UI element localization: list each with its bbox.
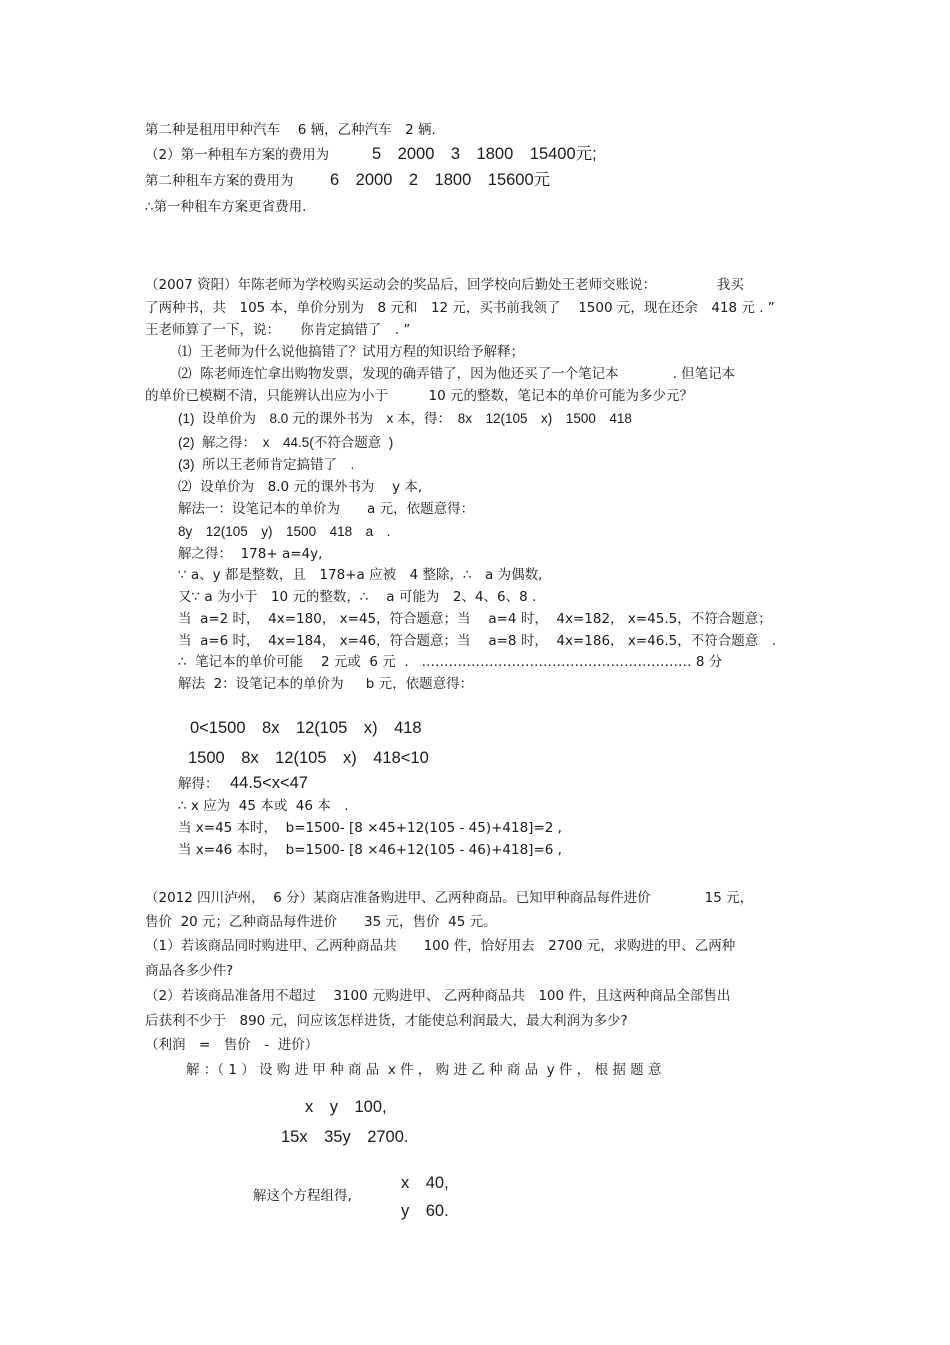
equation: x 40, [401, 1174, 449, 1192]
solution-line: 解得： [178, 776, 219, 792]
text-line: 第二种是租用甲种汽车 6 辆，乙种汽车 2 辆. [145, 122, 436, 138]
solution-line: ∴ x 应为 45 本或 46 本 . [178, 798, 349, 814]
solution-line: 当 a=2 时， 4x=180， x=45，符合题意；当 a=4 时， 4x=182， x=45.5，不符合题意； [178, 611, 772, 627]
solution-line: ⑵ 设单价为 8.0 元的课外书为 y 本, [178, 479, 423, 495]
problem-text: 售价 20 元；乙种商品每件进价 35 元，售价 45 元。 [145, 914, 497, 930]
solution-line: 解这个方程组得, [253, 1188, 352, 1204]
solution-line: 解 ：（ 1 ） 设 购 进 甲 种 商 品 x 件 ， 购 进 乙 种 商 品 y 件 ， 根 据 题 意 [186, 1062, 662, 1078]
question: 商品各多少件? [145, 963, 234, 979]
question: ⑵ 陈老师连忙拿出购物发票，发现的确弄错了，因为他还买了一个笔记本 . 但笔记本 [178, 366, 736, 382]
solution-line: 解之得： 178+ a=4y, [178, 546, 323, 562]
text-line: 第二种租车方案的费用为 [145, 173, 294, 189]
note: （利润 = 售价 - 进价） [145, 1037, 319, 1053]
equation: 15x 35y 2700. [281, 1128, 409, 1146]
equation: y 60. [401, 1202, 449, 1220]
text-line: ∴第一种租车方案更省费用. [145, 199, 307, 215]
equation: x y 100, [305, 1098, 387, 1116]
problem-text: （2007 资阳）年陈老师为学校购买运动会的奖品后，回学校向后勤处王老师交账说： 我买 [145, 277, 744, 293]
question: 的单价已模糊不清，只能辨认出应为小于 10 元的整数，笔记本的单价可能为多少元？ [145, 388, 693, 404]
solution-line: (1) 设单价为 8.0 元的课外书为 x 本，得： 8x 12(105 x) 1500 418 [178, 411, 632, 426]
solution-line: 当 x=45 本时， b=1500- [8 ×45+12(105 - 45)+418]=2 , [178, 820, 562, 836]
solution-line: 8y 12(105 y) 1500 418 a . [178, 524, 391, 539]
inequality: 0<1500 8x 12(105 x) 418 [190, 719, 422, 737]
solution-line: 又∵ a 为小于 10 元的整数，∴ a 可能为 2、4、6、8 . [178, 589, 537, 605]
question: （1）若该商品同时购进甲、乙两种商品共 100 件，恰好用去 2700 元，求购进的甲、乙两种 [145, 938, 736, 954]
solution-line: 当 a=6 时， 4x=184， x=46，符合题意；当 a=8 时， 4x=186， x=46.5，不符合题意 . [178, 633, 776, 649]
inequality: 1500 8x 12(105 x) 418<10 [188, 749, 429, 767]
solution-line: (2) 解之得： x 44.5(不符合题意 ) [178, 435, 394, 450]
question: 后获利不少于 890 元，问应该怎样进货，才能使总利润最大，最大利润为多少? [145, 1013, 628, 1029]
solution-line: 解法一：设笔记本的单价为 a 元，依题意得： [178, 501, 475, 517]
solution-line: ∴ 笔记本的单价可能 2 元或 6 元 . …………………………………………………… 8 分 [178, 654, 723, 670]
formula: 6 2000 2 1800 15600元 [330, 171, 551, 189]
question: ⑴ 王老师为什么说他搞错了？试用方程的知识给予解释； [178, 344, 525, 360]
formula: 5 2000 3 1800 15400元; [372, 145, 597, 163]
problem-text: 王老师算了一下，说： 你肯定搞错了 . ” [145, 322, 411, 338]
problem-text: （2012 四川泸州， 6 分）某商店准备购进甲、乙两种商品。已知甲种商品每件进价 15 元， [145, 890, 754, 906]
text-line: （2）第一种租车方案的费用为 [145, 147, 330, 163]
solution-line: ∵ a、y 都是整数，且 178+a 应被 4 整除，∴ a 为偶数, [178, 567, 543, 583]
question: （2）若该商品准备用不超过 3100 元购进甲、 乙两种商品共 100 件，且这两种商品全部售出 [145, 988, 731, 1004]
solution-line: (3) 所以王老师肯定搞错了 . [178, 457, 355, 472]
formula: 44.5<x<47 [230, 774, 308, 792]
problem-text: 了两种书，共 105 本，单价分别为 8 元和 12 元，买书前我领了 1500 元，现在还余 418 元 . ” [145, 300, 775, 316]
solution-line: 当 x=46 本时， b=1500- [8 ×46+12(105 - 46)+418]=6 , [178, 842, 562, 858]
solution-line: 解法 2：设笔记本的单价为 b 元，依题意得： [178, 676, 474, 692]
